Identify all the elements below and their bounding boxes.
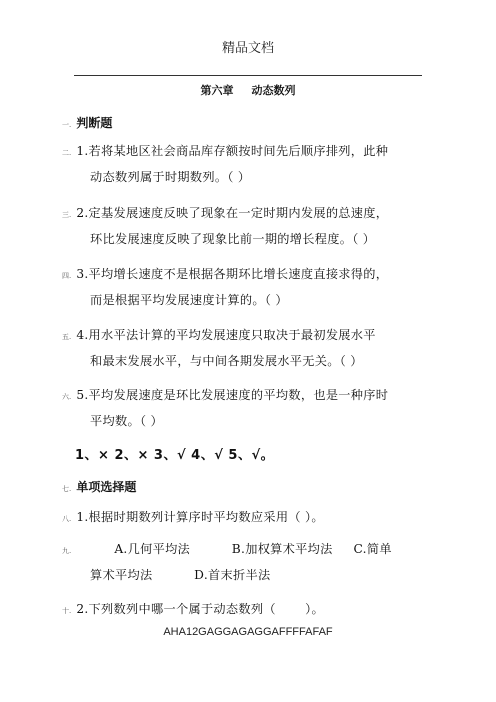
question-3-continued: 而是根据平均发展速度计算的。（ ）	[90, 293, 288, 307]
choice-question-1	[62, 506, 324, 525]
list-marker: 四.	[62, 272, 72, 280]
page-header: 精品文档	[221, 41, 274, 56]
list-marker: 十.	[62, 607, 72, 615]
question-2-continued: 环比发展速度反映了现象比前一期的增长程度。（ ）	[90, 232, 376, 246]
choice-options-continued: 算术平均法 D.首末折半法	[90, 568, 271, 582]
header-divider	[74, 75, 422, 76]
question-4	[62, 324, 376, 343]
question-5-continued: 平均数。（ ）	[90, 414, 163, 428]
list-marker: 二.	[62, 149, 72, 157]
section-title: 判断题	[76, 116, 113, 130]
section-title: 单项选择题	[76, 480, 137, 494]
answer-key: 1、× 2、× 3、√ 4、√ 5、√。	[75, 448, 275, 463]
list-marker: 九.	[62, 547, 72, 555]
list-marker: 八.	[62, 515, 72, 523]
list-marker: 五.	[62, 333, 72, 341]
question-text: 2.定基发展速度反映了现象在一定时期内发展的总速度，	[76, 206, 389, 220]
list-marker: 七.	[62, 485, 72, 493]
question-2	[62, 202, 388, 221]
question-text: 3.平均增长速度不是根据各期环比增长速度直接求得的，	[76, 267, 389, 281]
question-1-continued: 动态数列属于时期数列。（ ）	[90, 170, 251, 184]
question-text: 1.根据时期数列计算序时平均数应采用（ ）。	[76, 510, 324, 524]
question-1	[62, 140, 388, 159]
chapter-number: 第六章	[200, 84, 234, 97]
list-marker: 三.	[62, 211, 72, 219]
options-text: A.几何平均法 B.加权算术平均法 C.简单	[114, 542, 392, 556]
section-judgement-heading	[62, 112, 112, 131]
question-text: 1.若将某地区社会商品库存额按时间先后顺序排列，此种	[76, 144, 389, 158]
list-marker: 一.	[62, 121, 72, 129]
question-4-continued: 和最末发展水平，与中间各期发展水平无关。（ ）	[90, 354, 363, 368]
choice-options	[62, 538, 392, 557]
choice-question-2	[62, 598, 324, 617]
section-choice-heading	[62, 476, 136, 495]
list-marker: 六.	[62, 393, 72, 401]
question-5	[62, 384, 388, 403]
question-text: 4.用水平法计算的平均发展速度只取决于最初发展水平	[76, 328, 376, 342]
chapter-name: 动态数列	[251, 84, 296, 97]
question-text: 5.平均发展速度是环比发展速度的平均数，也是一种序时	[76, 388, 389, 402]
question-text: 2.下列数列中哪一个属于动态数列（ ）。	[76, 602, 324, 616]
footer-code: AHA12GAGGAGAGGAFFFFAFAF	[163, 626, 333, 638]
question-3	[62, 263, 388, 282]
chapter-title	[0, 82, 496, 98]
